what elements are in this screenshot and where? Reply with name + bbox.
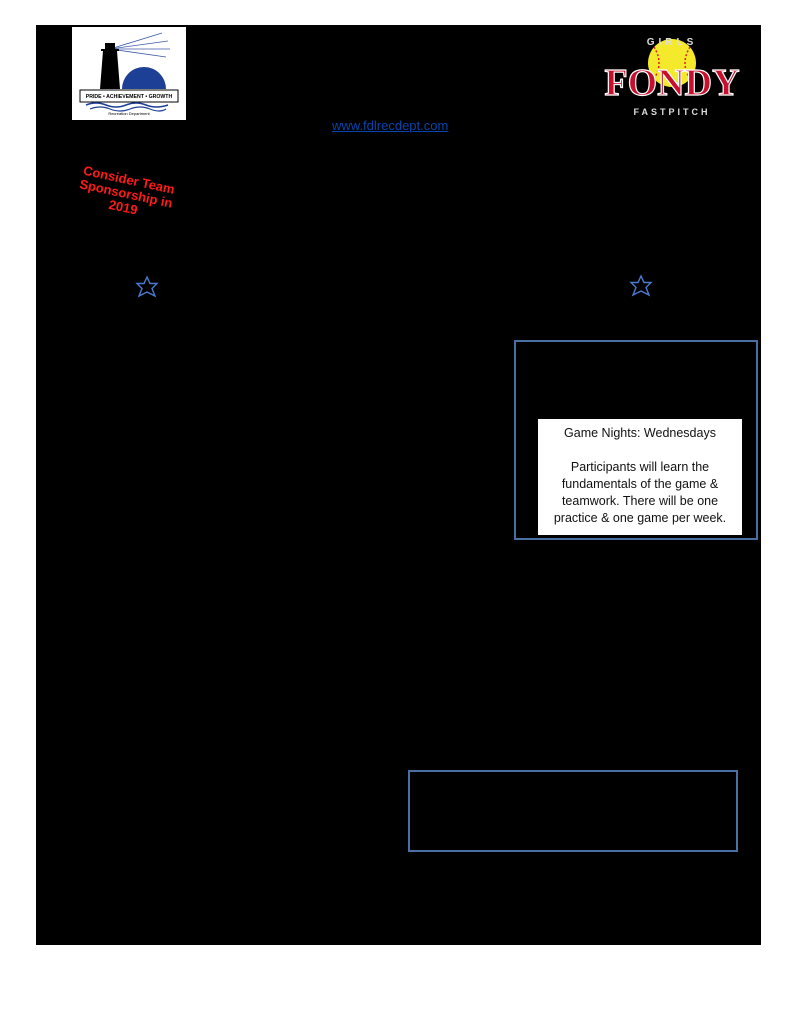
- lighthouse-icon: [72, 27, 186, 120]
- info-panel: [538, 419, 742, 535]
- game-nights-title: Game Nights: Wednesdays: [564, 426, 716, 440]
- sponsorship-note: Consider Team Sponsorship in 2019: [78, 162, 177, 218]
- bottom-frame: [408, 770, 738, 852]
- logo-main-text: FONDY: [604, 62, 740, 104]
- logo-subtitle: Recreation Department: [108, 111, 150, 116]
- logo-top-text: GIRLS: [646, 37, 698, 48]
- flyer-page: [36, 25, 761, 945]
- logo-motto: PRIDE • ACHIEVEMENT • GROWTH: [85, 94, 173, 100]
- logo-bottom-text: FASTPITCH: [633, 107, 711, 117]
- website-link[interactable]: www.fdlrecdept.com: [332, 118, 449, 133]
- recreation-department-logo: [72, 27, 186, 120]
- star-outline-icon: [134, 275, 160, 301]
- fondy-fastpitch-logo: [598, 33, 746, 121]
- softball-icon: [598, 33, 746, 121]
- star-outline-icon: [628, 274, 654, 300]
- program-description: Participants will learn the fundamentals of the game & teamwork. There will be one practice & one game per week.: [553, 460, 727, 525]
